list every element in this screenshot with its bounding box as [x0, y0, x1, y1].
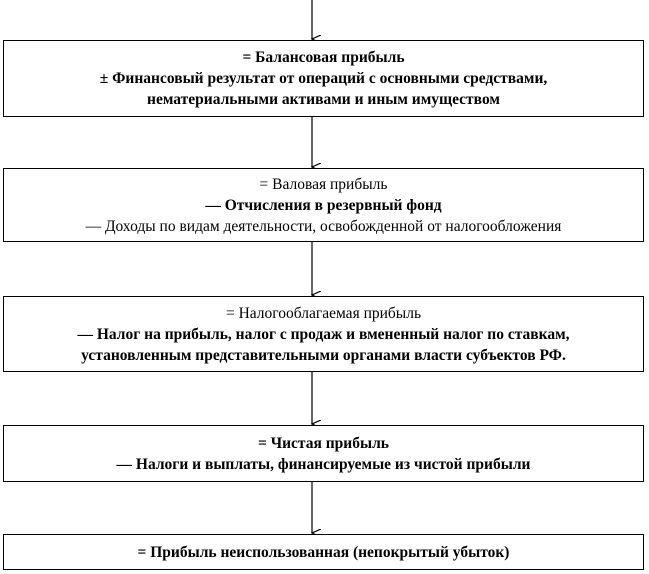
balance-profit-box: [3, 40, 644, 117]
net-profit-title: = Чистая прибыль: [258, 434, 389, 452]
tax-exempt-income-line: — Доходы по видам деятельности, освобожденной от налогообложения: [85, 217, 562, 235]
taxable-profit-box: [3, 296, 644, 372]
net-profit-payments-line: — Налоги и выплаты, финансируемые из чистой прибыли: [116, 455, 531, 473]
net-profit-box: [3, 425, 644, 482]
profit-tax-line: — Налог на прибыль, налог с продаж и вмененный налог по ставкам,: [77, 325, 570, 343]
retained-profit-box: [3, 534, 644, 570]
balance-profit-title: = Балансовая прибыль: [242, 49, 405, 66]
retained-profit-title: = Прибыль неиспользованная (непокрытый убыток): [137, 543, 510, 561]
regional-rates-line: установленным представительными органами власти субъектов РФ.: [81, 346, 566, 364]
gross-profit-box: [3, 168, 644, 242]
reserve-fund-line: — Отчисления в резервный фонд: [205, 196, 442, 214]
financial-result-line: ± Финансовый результат от операций с основными средствами,: [99, 70, 548, 87]
gross-profit-title: = Валовая прибыль: [259, 175, 388, 193]
intangible-assets-line: нематериальными активами и иным имуществом: [147, 91, 500, 108]
taxable-profit-title: = Налогооблагаемая прибыль: [225, 304, 422, 322]
